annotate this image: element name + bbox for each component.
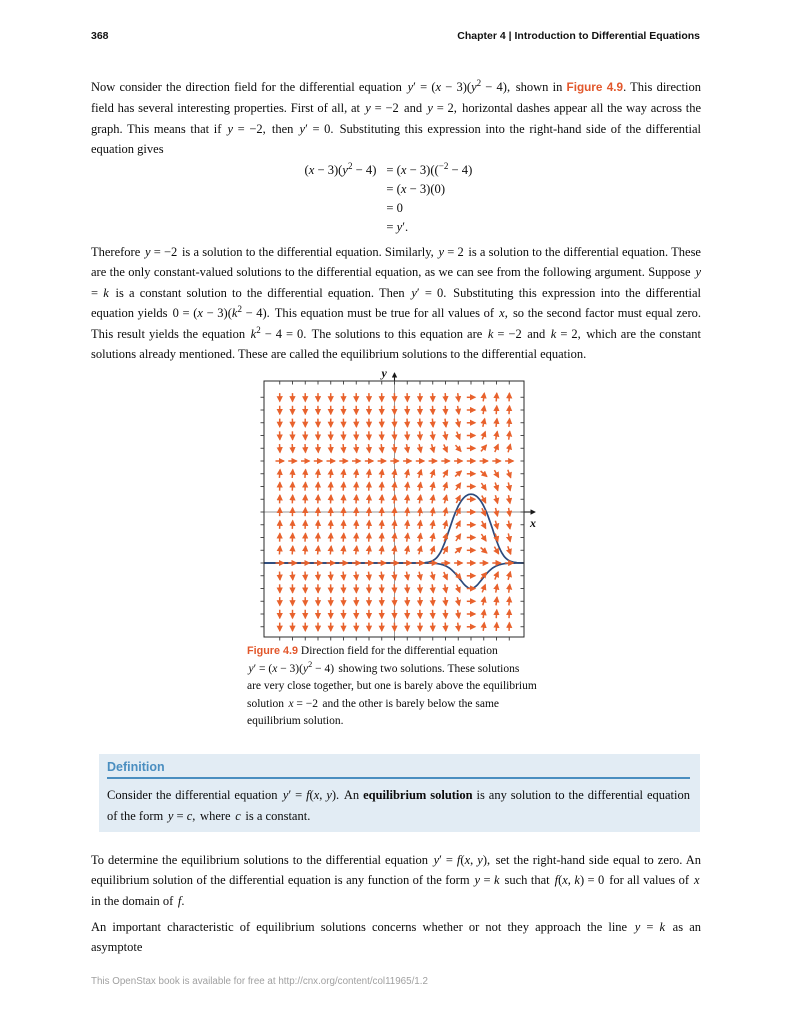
footer-text: This OpenStax book is available for free at http://cnx.org/content/col11965/1.2	[91, 976, 428, 987]
x-axis-label: x	[530, 516, 536, 530]
definition-rule	[107, 777, 690, 779]
figure-reference[interactable]: Figure 4.9	[247, 645, 299, 657]
paragraph-equilibrium: Therefore y = −2 is a solution to the differential equation. Similarly, y = 2 is a solution to the differential equation. These are the only constant-valued solutions to the differential equation, as we can see from the following argument. Suppose y = k is a constant solution to the differential equation. Then y′ = 0. Substituting this expression into the differential equation yields $0 = (x - 3)(k^2 - 4)$. This equation must be true for all values of x, so the second factor must equal zero. This result yields the equation $k^2 - 4 = 0$. The solutions to this equation are k = −2 and k = 2, which are the constant solutions already mentioned. These are called the equilibrium solutions to the differential equation.	[91, 245, 701, 362]
equation-block	[303, 161, 474, 237]
caption-line: $y' = (x - 3)(y^2 - 4)$ showing two solutions. These solutions	[248, 659, 520, 675]
paragraph-asymptote: An important characteristic of equilibrium solutions concerns whether or not they approach the line y = k as an asymptote	[91, 920, 701, 955]
paragraph-intro: Now consider the direction field for the differential equation $y' = (x - 3)(y^2 - 4)$, shown in Figure 4.9. This direction field has several interesting properties. First of all, at y = −2 and y = 2, horizontal dashes appear all the way across the graph. This means that if y = −2, then y′ = 0. Substituting this expression into the right-hand side of the differential equation gives	[91, 77, 701, 157]
definition-body: Consider the differential equation y′ = f(x, y). An equilibrium solution is any solution to the differential equation of the form y = c, where c is a constant.	[107, 788, 690, 823]
definition-box	[99, 754, 700, 832]
figure-caption	[247, 643, 549, 731]
equation-lhs: $(x - 3)(y^2 - 4)$	[304, 160, 377, 177]
caption-line: Figure 4.9 Direction field for the differential equation	[247, 645, 498, 657]
caption-line: are very close together, but one is barely above the equilibrium	[247, 680, 537, 693]
equation-rhs: = y′.	[386, 220, 409, 234]
equation-rhs: = (x − 3)(($^{-2}$ − 4)	[386, 160, 473, 177]
page-header	[91, 30, 700, 42]
chapter-title: Chapter 4 | Introduction to Differential Equations	[457, 30, 700, 42]
definition-title: Definition	[107, 760, 165, 774]
equation-rhs: = 0	[386, 201, 403, 215]
equation-rhs: = (x − 3)(0)	[386, 182, 446, 196]
paragraph-determine: To determine the equilibrium solutions to the differential equation y′ = f(x, y), set the right-hand side equal to zero. An equilibrium solution of the differential equation is any function of the form y = k such that f(x, k) = 0 for all values of x in the domain of f.	[91, 853, 701, 908]
caption-line: equilibrium solution.	[247, 715, 344, 728]
direction-field-figure	[240, 366, 545, 650]
equation-lhs	[303, 218, 378, 237]
figure-reference[interactable]: Figure 4.9	[566, 81, 624, 94]
caption-line: solution x = −2 and the other is barely below the same	[247, 697, 499, 710]
page-number: 368	[91, 30, 109, 42]
y-axis-label: y	[381, 366, 387, 380]
equation-lhs	[303, 180, 378, 199]
equation-lhs	[303, 199, 378, 218]
